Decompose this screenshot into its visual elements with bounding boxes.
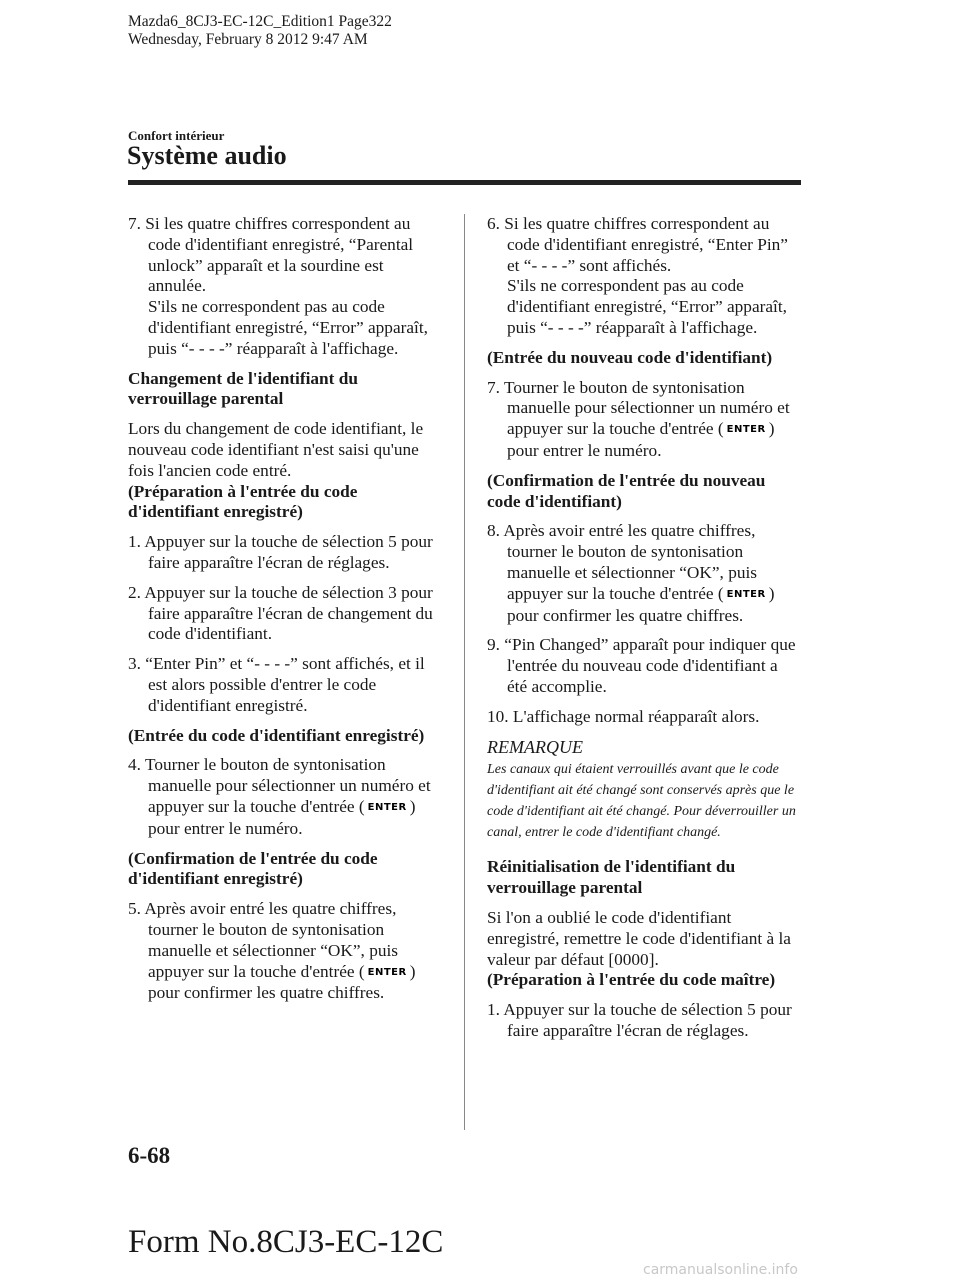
step-7-lead: 7. Si les quatre chiffres correspondent au code d'identifiant enregistré, “Parental unlock” apparaît et la sourdine est annulée.	[128, 214, 414, 296]
right-column	[487, 214, 797, 1051]
subheading-new-entry: (Entrée du nouveau code d'identifiant)	[487, 347, 773, 367]
subheading-prep-registered: (Préparation à l'entrée du code d'identifiant enregistré)	[128, 481, 358, 522]
step-7-left	[128, 214, 438, 360]
step-8-text-a: 8. Après avoir entré les quatre chiffres, tourner le bouton de syntonisation manuelle et sélectionner “OK”, puis appuyer sur la touche d'entrée (	[487, 521, 758, 603]
step-5-text-a: 5. Après avoir entré les quatre chiffres, tourner le bouton de syntonisation manuelle et sélectionner “OK”, puis appuyer sur la touche d'entrée (	[128, 899, 399, 981]
section-label: Confort intérieur	[128, 128, 225, 143]
step-6-continuation: S'ils ne correspondent pas au code d'identifiant enregistré, “Error” apparaît, puis “- - - -” réapparaît à l'affichage.	[507, 276, 787, 337]
step-5-text-b: ) pour confirmer les quatre chiffres.	[148, 961, 416, 1003]
title-underline	[128, 180, 801, 185]
note-title: REMARQUE	[487, 736, 583, 757]
page-title: Système audio	[127, 141, 287, 170]
step-2-left: 2. Appuyer sur la touche de sélection 3 pour faire apparaître l'écran de changement du code d'identifiant.	[128, 582, 433, 644]
heading-reset-pin: Réinitialisation de l'identifiant du verrouillage parental	[487, 857, 736, 898]
watermark-url: carmanualsonline.info	[643, 1262, 798, 1278]
step-6-right	[487, 214, 797, 339]
subheading-master-prep: (Préparation à l'entrée du code maître)	[487, 970, 776, 990]
step-1-right: 1. Appuyer sur la touche de sélection 5 pour faire apparaître l'écran de réglages.	[487, 1000, 792, 1040]
print-header	[128, 13, 392, 49]
reset-intro: Si l'on a oublié le code d'identifiant enregistré, remettre le code d'identifiant à la valeur par défaut [0000].	[487, 907, 791, 969]
form-number: Form No.8CJ3-EC-12C	[128, 1224, 444, 1260]
print-header-date: Wednesday, February 8 2012 9:47 AM	[128, 31, 368, 48]
step-4-text-b: ) pour entrer le numéro.	[148, 796, 416, 838]
step-7-right	[487, 378, 797, 462]
page-number: 6-68	[128, 1143, 171, 1168]
enter-key-icon: ENTER	[726, 588, 766, 600]
step-5-left	[128, 899, 438, 1004]
step-8-text-b: ) pour confirmer les quatre chiffres.	[507, 583, 775, 625]
subheading-entry-registered: (Entrée du code d'identifiant enregistré)	[128, 725, 425, 745]
enter-key-icon: ENTER	[726, 424, 766, 436]
enter-key-icon: ENTER	[367, 966, 407, 978]
step-7-text-b: ) pour entrer le numéro.	[507, 419, 775, 460]
column-divider	[464, 214, 465, 1130]
step-7-text-a: 7. Tourner le bouton de syntonisation manuelle pour sélectionner un numéro et appuyer sur la touche d'entrée (	[487, 377, 790, 439]
enter-key-icon: ENTER	[367, 801, 407, 813]
heading-change-pin: Changement de l'identifiant du verrouillage parental	[128, 368, 358, 409]
subheading-new-confirm: (Confirmation de l'entrée du nouveau code d'identifiant)	[487, 470, 766, 511]
step-9-right: 9. “Pin Changed” apparaît pour indiquer que l'entrée du nouveau code d'identifiant a été accomplie.	[487, 635, 796, 696]
subheading-confirm-registered: (Confirmation de l'entrée du code d'identifiant enregistré)	[128, 848, 378, 889]
step-6-lead: 6. Si les quatre chiffres correspondent au code d'identifiant enregistré, “Enter Pin” et “- - - -” sont affichés.	[487, 214, 788, 275]
step-1-left: 1. Appuyer sur la touche de sélection 5 pour faire apparaître l'écran de réglages.	[128, 532, 433, 572]
step-8-right	[487, 521, 797, 626]
print-header-file: Mazda6_8CJ3-EC-12C_Edition1 Page322	[128, 13, 392, 30]
step-3-left: 3. “Enter Pin” et “- - - -” sont affichés, et il est alors possible d'entrer le code d'identifiant enregistré.	[128, 654, 425, 715]
step-7-continuation: S'ils ne correspondent pas au code d'identifiant enregistré, “Error” apparaît, puis “- - - -” réapparaît à l'affichage.	[148, 297, 428, 358]
step-10-right: 10. L'affichage normal réapparaît alors.	[487, 706, 760, 726]
step-4-left	[128, 755, 438, 839]
change-intro: Lors du changement de code identifiant, le nouveau code identifiant n'est saisi qu'une fois l'ancien code entré.	[128, 419, 424, 480]
note-body: Les canaux qui étaient verrouillés avant que le code d'identifiant ait été changé sont conservés après que le code d'identifiant ait été changé. Pour déverrouiller un canal, entrer le code d'identifiant changé.	[487, 762, 796, 841]
left-column	[128, 214, 438, 1013]
step-4-text-a: 4. Tourner le bouton de syntonisation manuelle pour sélectionner un numéro et appuyer sur la touche d'entrée (	[128, 755, 431, 816]
